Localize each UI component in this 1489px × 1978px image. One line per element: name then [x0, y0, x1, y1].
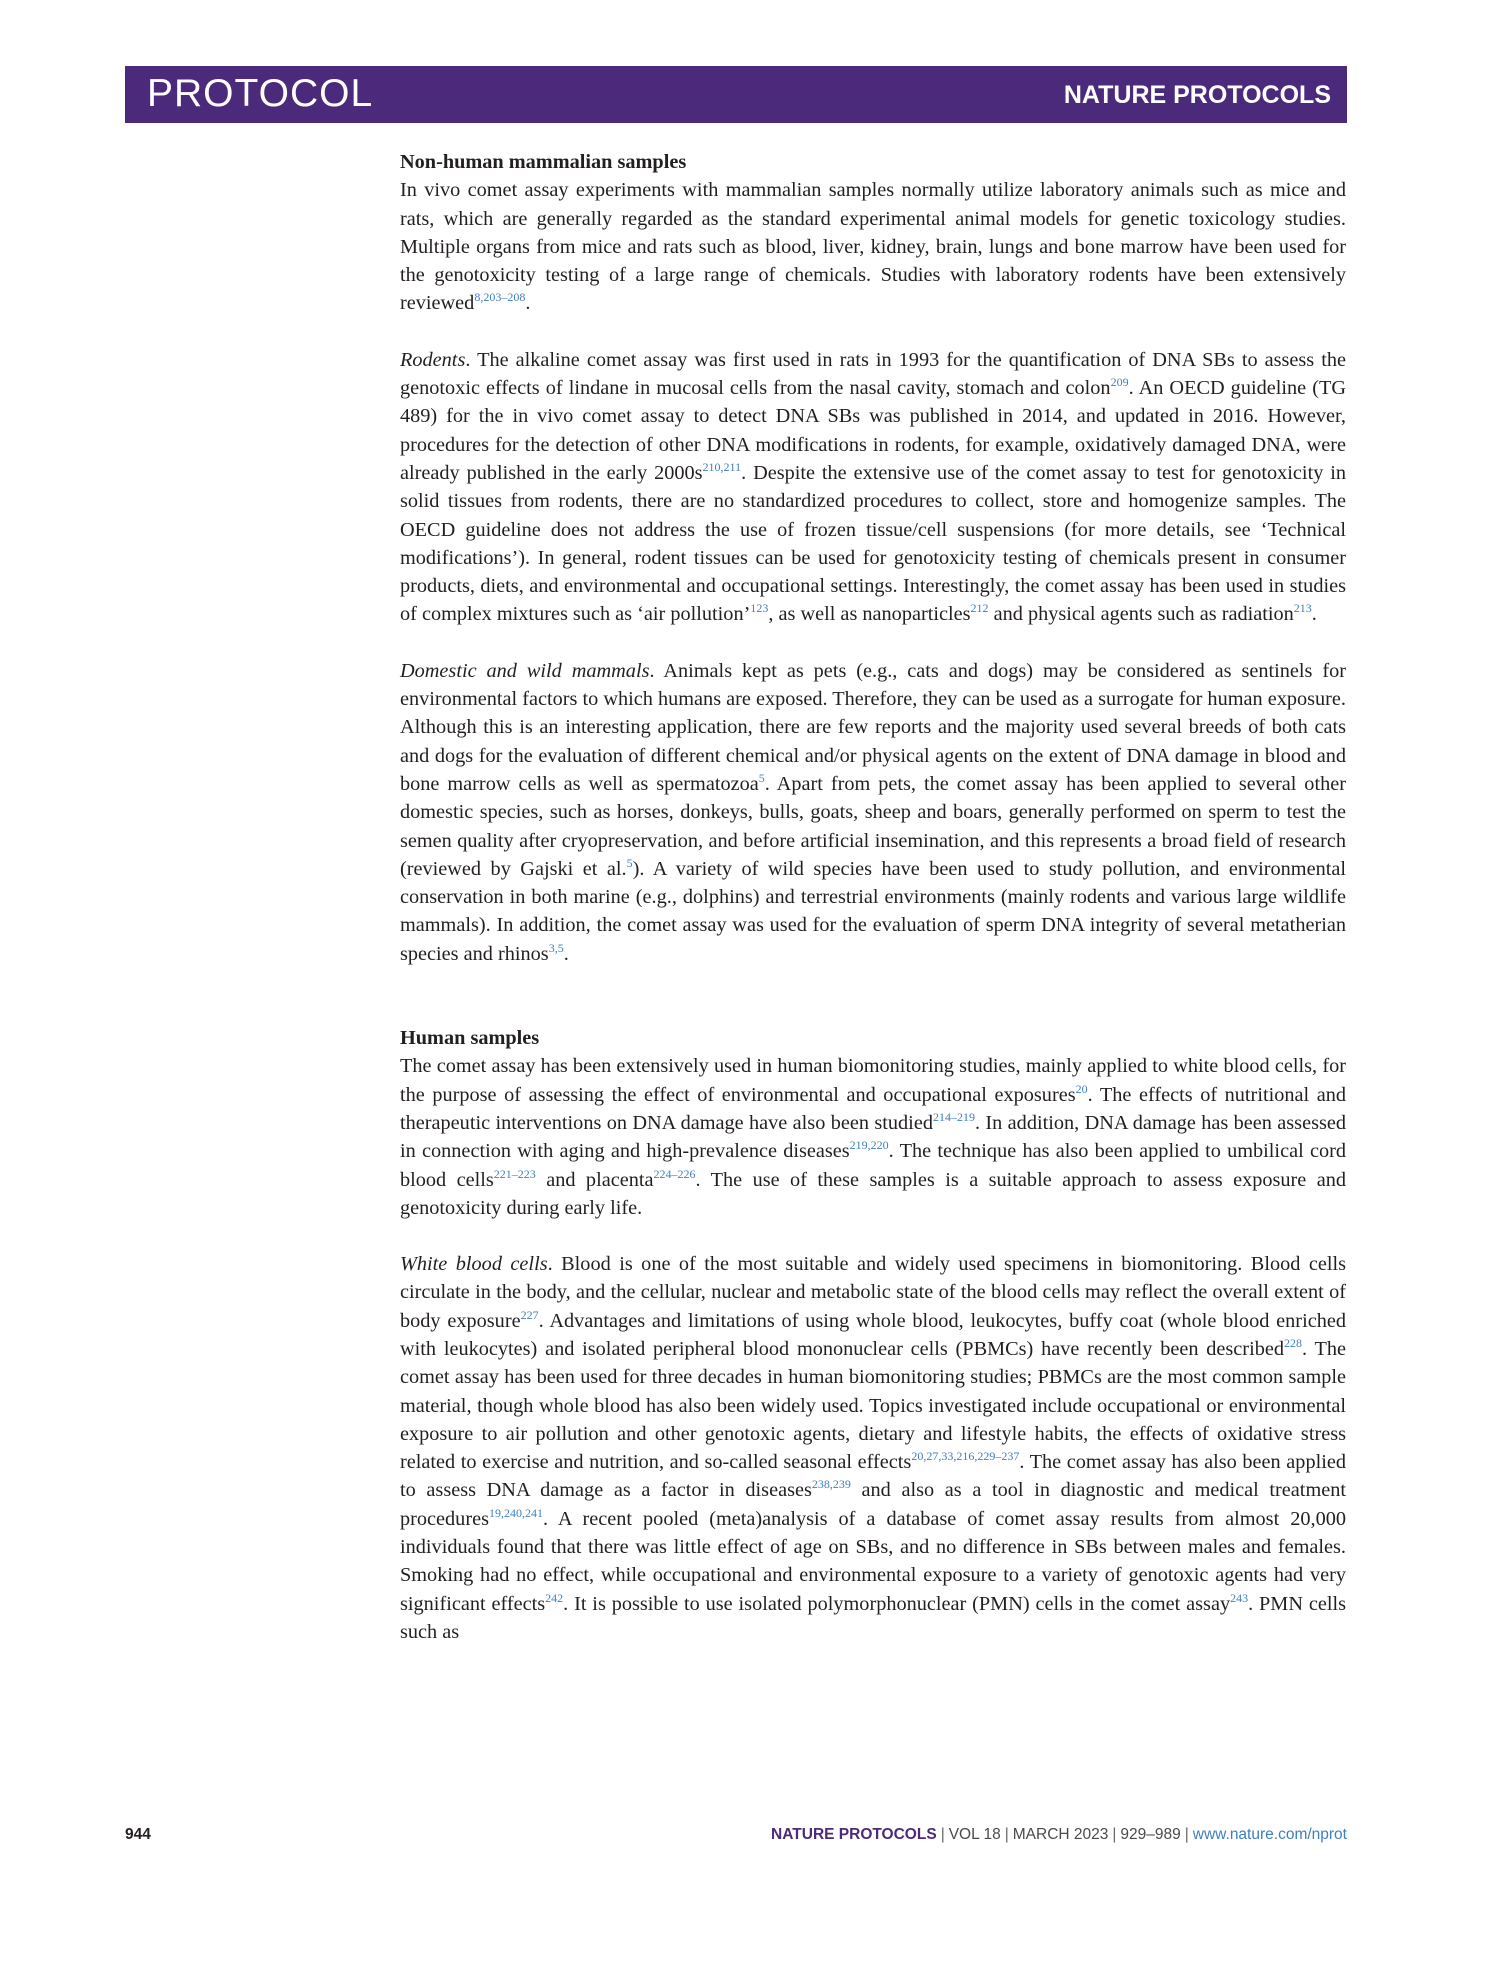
paragraph-text: . The alkaline comet assay was first used in rats in 1993 for the quantification of DNA SBs to assess the genotoxic effects of lindane in mucosal cells from the nasal cavity, stomach and colon — [400, 348, 1346, 400]
reference-link[interactable]: 5 — [758, 771, 765, 786]
page-number: 944 — [125, 1826, 151, 1843]
reference-link[interactable]: 212 — [970, 601, 989, 616]
reference-link[interactable]: 20,27,33,216,229–237 — [911, 1449, 1020, 1464]
reference-link[interactable]: 242 — [545, 1590, 564, 1605]
paragraph-lead-in: Domestic and wild mammals — [400, 659, 650, 682]
paragraph-text: In vivo comet assay experiments with mammalian samples normally utilize laboratory animals such as mice and rats, which are generally regarded as the standard experimental animal models for genetic toxicology studies. Multiple organs from mice and rats such as blood, liver, kidney, brain, lungs and bone marrow have been used for the genotoxicity testing of a large range of chemicals. Studies with laboratory rodents have been extensively reviewed — [400, 179, 1346, 315]
reference-link[interactable]: 19,240,241 — [488, 1506, 543, 1520]
body-paragraph — [400, 176, 1346, 317]
footer-pages: 929–989 — [1120, 1826, 1181, 1843]
paragraph-text: . The comet assay has been used for three decades in human biomonitoring studies; PBMCs are the most common sample material, though whole blood has also been widely used. Topics investigated include occupational or environmental exposure to air pollution and other genotoxic agents, dietary and lifestyle habits, the effects of oxidative stress related to exercise and nutrition, and so-called seasonal effects — [400, 1337, 1346, 1474]
reference-link[interactable]: 8,203–208 — [474, 290, 526, 305]
section-gap — [400, 968, 1346, 1024]
reference-link[interactable]: 214–219 — [932, 1110, 975, 1125]
paragraph-text: and placenta — [535, 1168, 654, 1191]
section-heading: Human samples — [400, 1027, 540, 1050]
footer-journal: NATURE PROTOCOLS — [771, 1826, 937, 1843]
paragraph-lead-in: Rodents — [400, 348, 466, 371]
paragraph-text: . PMN cells such as — [400, 1592, 1346, 1643]
reference-link[interactable]: 243 — [1230, 1590, 1249, 1605]
footer-url-link[interactable]: www.nature.com/nprot — [1192, 1826, 1347, 1843]
paragraph-gap — [400, 1222, 1346, 1250]
reference-link[interactable]: 228 — [1283, 1336, 1302, 1351]
paragraph-lead-in: White blood cells — [400, 1253, 548, 1276]
reference-link[interactable]: 219,220 — [849, 1138, 889, 1153]
paragraph-text: . — [1311, 603, 1317, 626]
reference-link[interactable]: 5 — [626, 856, 633, 871]
paragraph-text: and physical agents such as radiation — [988, 603, 1294, 626]
paragraph-text: . The comet assay has also been applied to assess DNA damage as a factor in diseases — [400, 1451, 1346, 1502]
reference-link[interactable]: 210,211 — [702, 460, 742, 475]
paragraph-text: . In addition, DNA damage has been assessed in connection with aging and high-prevalence diseases — [400, 1111, 1347, 1163]
paragraph-text: , as well as nanoparticles — [768, 603, 971, 626]
paragraph-text: . The use of these samples is a suitable approach to assess exposure and genotoxicity during early life. — [400, 1168, 1347, 1219]
paragraph-text: . Advantages and limitations of using whole blood, leukocytes, buffy coat (whole blood enriched with leukocytes) and isolated peripheral blood mononuclear cells (PBMCs) have recently been described — [400, 1309, 1346, 1360]
paragraph-text: . Despite the extensive use of the comet assay to test for genotoxicity in solid tissues from rodents, there are no standardized procedures to collect, store and homogenize samples. The OECD guideline does not address the use of frozen tissue/cell suspensions (for more details, see ‘Technical modifications’). In general, rodent tissues can be used for genotoxicity testing of chemicals present in consumer products, diets, and environmental and occupational settings. Interestingly, the comet assay has been used in studies of complex mixtures such as ‘air pollution’ — [400, 461, 1347, 626]
body-paragraph — [400, 1250, 1346, 1646]
paragraph-gap — [400, 318, 1346, 346]
body-paragraph — [400, 346, 1346, 629]
paragraph-text: . — [563, 942, 569, 965]
paragraph-text: . The technique has also been applied to umbilical cord blood cells — [400, 1140, 1346, 1191]
paragraph-gap — [400, 629, 1346, 657]
body-paragraph — [400, 1052, 1346, 1222]
reference-link[interactable]: 227 — [520, 1307, 539, 1322]
paragraph-text: ). A variety of wild species have been used to study pollution, and environmental conservation in both marine (e.g., dolphins) and terrestrial environments (mainly rodents and various large wildlife mammals). In addition, the comet assay was used for the evaluation of sperm DNA integrity of several metatherian species and rhinos — [400, 857, 1346, 965]
page-footer — [125, 1826, 1347, 1850]
header-banner — [125, 66, 1347, 123]
reference-link[interactable]: 209 — [1110, 375, 1129, 390]
reference-link[interactable]: 221–223 — [493, 1166, 536, 1181]
paragraph-text: . An OECD guideline (TG 489) for the in vivo comet assay to detect DNA SBs was published in 2014, and updated in 2016. However, procedures for the detection of other DNA modifications in rodents, for example, oxidatively damaged DNA, were already published in the early 2000s — [400, 377, 1346, 484]
reference-link[interactable]: 3,5 — [548, 940, 564, 955]
paragraph-text: . The effects of nutritional and therapeutic interventions on DNA damage have also been studied — [400, 1083, 1346, 1134]
reference-link[interactable]: 123 — [750, 601, 769, 616]
article-type-label: PROTOCOL — [147, 72, 374, 115]
paragraph-text: The comet assay has been extensively used in human biomonitoring studies, mainly applied to white blood cells, for the purpose of assessing the effect of environmental and occupational exposures — [400, 1055, 1346, 1106]
reference-link[interactable]: 238,239 — [811, 1477, 851, 1492]
article-body — [400, 148, 1346, 1646]
paragraph-text: . It is possible to use isolated polymorphonuclear (PMN) cells in the comet assay — [563, 1592, 1231, 1615]
paragraph-text: . A recent pooled (meta)analysis of a database of comet assay results from almost 20,000 individuals found that there was little effect of age on SBs, and no difference in SBs between males and females. Smoking had no effect, while occupational and environmental exposure to a variety of genotoxic agents had very significant effects — [400, 1507, 1346, 1615]
paragraph-text: . Animals kept as pets (e.g., cats and dogs) may be considered as sentinels for environmental factors to which humans are exposed. Therefore, they can be used as a surrogate for human exposure. Although this is an interesting application, there are few reports and the majority used several breeds of both cats and dogs for the evaluation of different chemical and/or physical agents on the extent of DNA damage in blood and bone marrow cells as well as spermatozoa — [400, 659, 1346, 795]
footer-date: MARCH 2023 — [1012, 1826, 1109, 1843]
reference-link[interactable]: 213 — [1293, 601, 1312, 616]
paragraph-text: and also as a tool in diagnostic and medical treatment procedures — [400, 1479, 1346, 1530]
footer-volume: VOL 18 — [948, 1826, 1001, 1843]
reference-link[interactable]: 20 — [1075, 1081, 1088, 1096]
journal-citation: NATURE PROTOCOLS | VOL 18 | MARCH 2023 | 929–989 | www.nature.com/nprot — [771, 1826, 1347, 1843]
section-heading: Non-human mammalian samples — [400, 151, 687, 173]
paragraph-text: . Apart from pets, the comet assay has been applied to several other domestic species, such as horses, donkeys, bulls, goats, sheep and boars, generally performed on sperm to test the semen quality after cryopreservation, and before artificial insemination, and this represents a broad field of research (reviewed by Gajski et al. — [400, 772, 1346, 880]
reference-link[interactable]: 224–226 — [653, 1166, 696, 1181]
paragraph-text: . — [525, 292, 531, 315]
body-paragraph — [400, 657, 1346, 968]
journal-name-label: NATURE PROTOCOLS — [1063, 81, 1331, 109]
paragraph-text: . Blood is one of the most suitable and widely used specimens in biomonitoring. Blood cells circulate in the body, and the cellular, nuclear and metabolic state of the blood cells may reflect the overall extent of body exposure — [400, 1253, 1347, 1332]
